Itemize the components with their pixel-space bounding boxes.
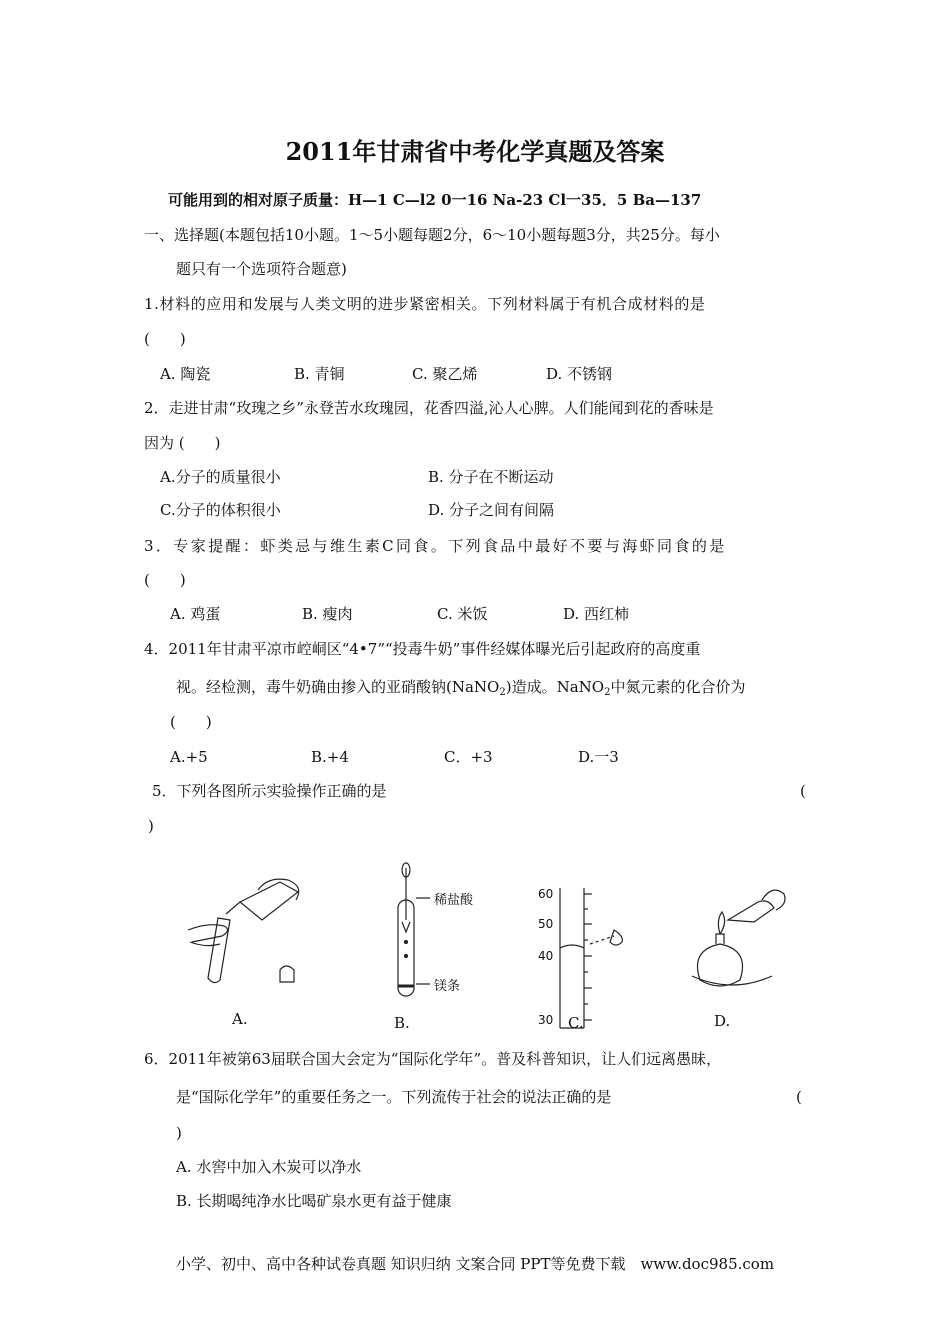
figure-label-mg: 镁条 bbox=[434, 979, 461, 994]
scale-label-50: 50 bbox=[538, 917, 554, 931]
question-1-stem: 1.材料的应用和发展与人类文明的进步紧密相关。下列材料属于有机合成材料的是 bbox=[144, 295, 706, 313]
q3-option-c: C. 米饭 bbox=[437, 605, 488, 623]
q2-option-c: C.分子的体积很小 bbox=[160, 501, 281, 519]
q6-option-a: A. 水窖中加入木炭可以净水 bbox=[176, 1158, 362, 1176]
q5-figure bbox=[180, 860, 800, 1040]
q5-figure-svg bbox=[180, 860, 800, 1040]
figure-label-d: D. bbox=[714, 1012, 731, 1030]
q1-option-b: B. 青铜 bbox=[294, 365, 345, 383]
q3-option-b: B. 瘦肉 bbox=[302, 605, 353, 623]
q6-option-b: B. 长期喝纯净水比喝矿泉水更有益于健康 bbox=[176, 1192, 452, 1210]
question-2-stem: 2．走进甘肃“玫瑰之乡”永登苦水玫瑰园，花香四溢,沁人心脾。人们能闻到花的香味是 bbox=[144, 399, 714, 417]
q4-option-b: B.+4 bbox=[311, 748, 349, 766]
figure-label-b: B. bbox=[394, 1014, 410, 1032]
q1-option-c: C. 聚乙烯 bbox=[412, 365, 478, 383]
figure-label-a: A. bbox=[232, 1010, 248, 1028]
question-6-stem-cont: 是“国际化学年”的重要任务之一。下列流传于社会的说法正确的是 bbox=[176, 1088, 612, 1106]
scale-label-40: 40 bbox=[538, 949, 554, 963]
page-footer: 小学、初中、高中各种试卷真题 知识归纳 文案合同 PPT等免费下载 www.doc985.com bbox=[175, 1255, 775, 1273]
question-6-paren-left: ( bbox=[796, 1088, 802, 1106]
page-title: 2011年甘肃省中考化学真题及答案 bbox=[285, 137, 665, 166]
q3-option-a: A. 鸡蛋 bbox=[170, 605, 221, 623]
scale-label-30: 30 bbox=[538, 1013, 554, 1027]
atomic-masses: 可能用到的相对原子质量：H—1 C—l2 0一16 Na-23 Cl一35．5 Ba—137 bbox=[168, 191, 702, 209]
question-6-paren-right: ) bbox=[176, 1124, 182, 1142]
q2-option-d: D. 分子之间有间隔 bbox=[428, 501, 555, 519]
figure-label-acid: 稀盐酸 bbox=[434, 893, 474, 908]
scale-label-60: 60 bbox=[538, 887, 554, 901]
q4-sub-1: 2 bbox=[499, 687, 506, 698]
q1-option-d: D. 不锈钢 bbox=[546, 365, 613, 383]
question-4-paren: ( ) bbox=[170, 713, 212, 731]
section-heading: 一、选择题(本题包括10小题。1～5小题每题2分，6～10小题每题3分，共25分。每小 bbox=[144, 226, 720, 244]
figure-d-lamps bbox=[692, 890, 785, 986]
q4-text-b: )造成。NaNO bbox=[505, 678, 605, 696]
q1-option-a: A. 陶瓷 bbox=[160, 365, 211, 383]
question-5-stem: 5．下列各图所示实验操作正确的是 bbox=[152, 782, 387, 800]
question-5-paren-right: ) bbox=[148, 817, 154, 835]
q4-text-a: 视。经检测，毒牛奶确由掺入的亚硝酸钠(NaNO bbox=[176, 678, 500, 696]
q4-option-c: C．+3 bbox=[444, 748, 493, 766]
question-5-paren-left: ( bbox=[800, 782, 806, 800]
question-3-stem: 3．专家提醒：虾类忌与维生素C同食。下列食品中最好不要与海虾同食的是 bbox=[144, 537, 727, 555]
q2-option-a: A.分子的质量很小 bbox=[160, 468, 281, 486]
figure-b-dropper bbox=[398, 863, 430, 996]
q4-text-c: 中氮元素的化合价为 bbox=[610, 678, 746, 696]
q4-sub-2: 2 bbox=[604, 687, 611, 698]
figure-a-pouring bbox=[188, 879, 299, 982]
question-6-stem: 6．2011年被第63届联合国大会定为“国际化学年”。普及科普知识，让人们远离愚昧， bbox=[144, 1050, 722, 1068]
q4-option-d: D.一3 bbox=[578, 748, 619, 766]
question-4-stem: 4．2011年甘肃平凉市崆峒区“4•7”“投毒牛奶”事件经媒体曝光后引起政府的高度重 bbox=[144, 640, 701, 658]
section-heading-cont: 题只有一个选项符合题意) bbox=[176, 260, 347, 278]
q3-option-d: D. 西红柿 bbox=[563, 605, 630, 623]
q2-option-b: B. 分子在不断运动 bbox=[428, 468, 554, 486]
question-2-stem-cont: 因为 ( ) bbox=[144, 434, 221, 452]
question-1-paren: ( ) bbox=[144, 330, 186, 348]
question-4-stem-cont bbox=[176, 677, 745, 703]
question-3-paren: ( ) bbox=[144, 571, 186, 589]
figure-label-c: C. bbox=[568, 1014, 584, 1032]
q4-option-a: A.+5 bbox=[170, 748, 208, 766]
figure-c-cylinder bbox=[560, 888, 622, 1028]
